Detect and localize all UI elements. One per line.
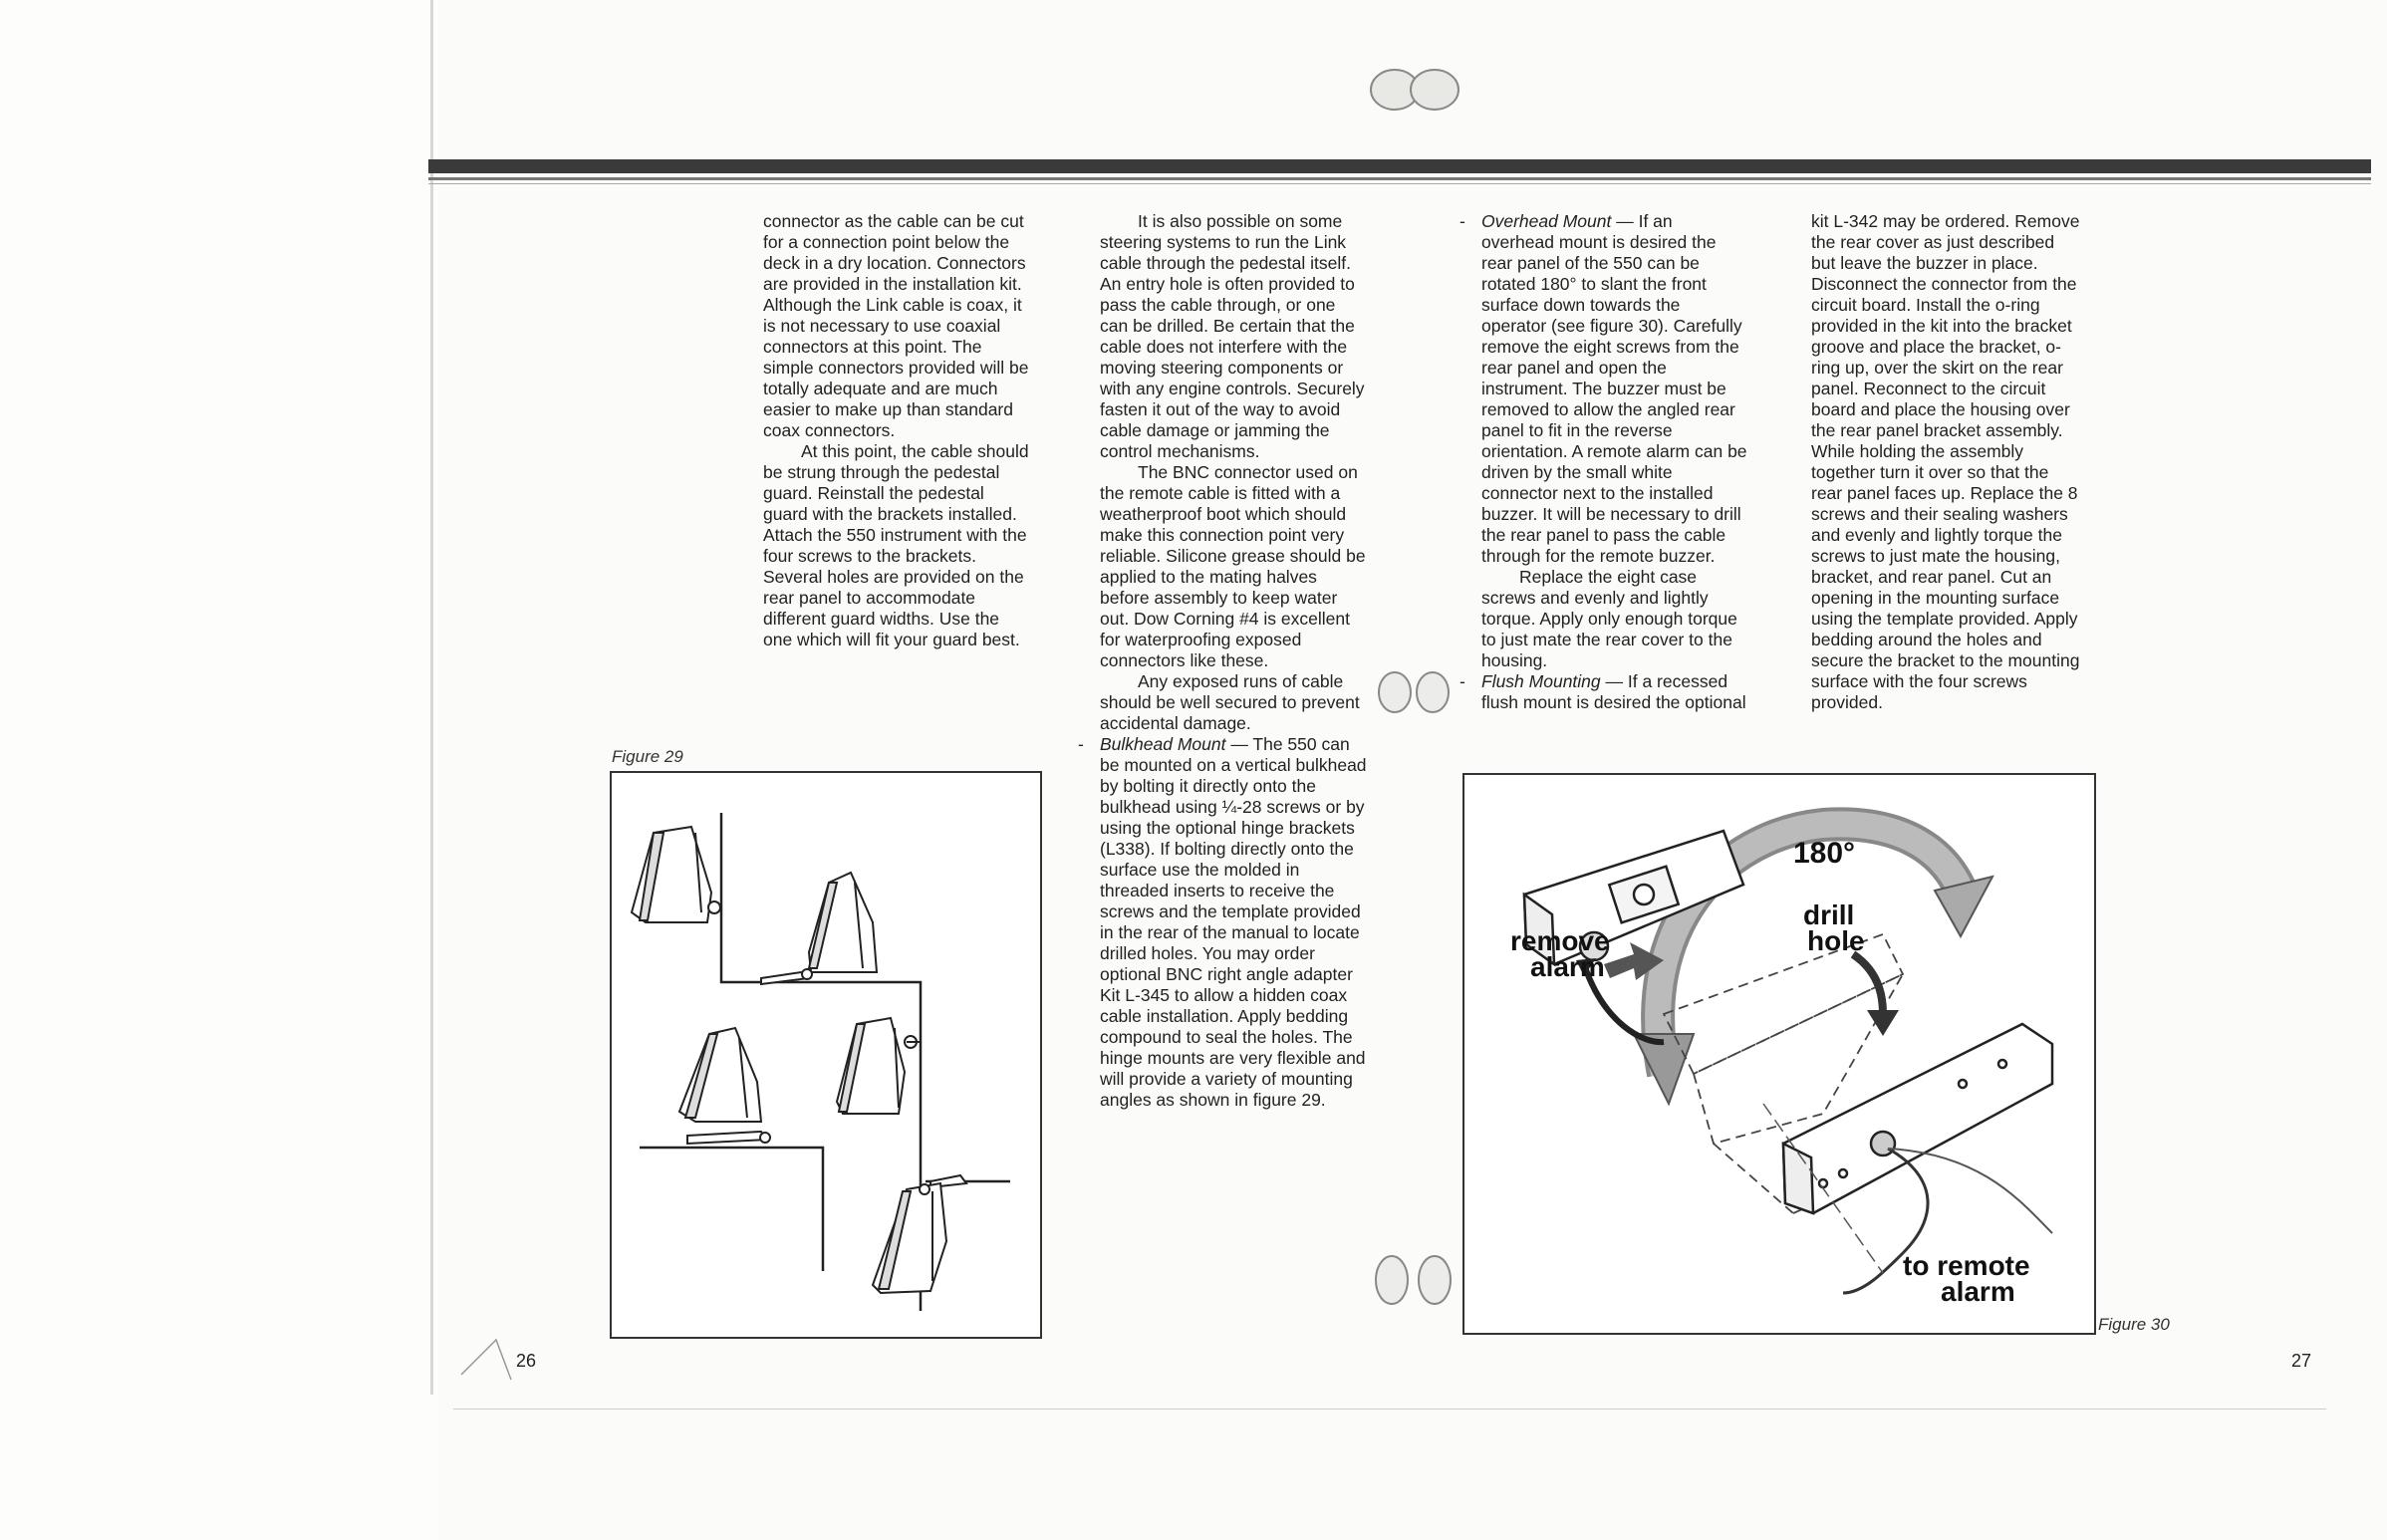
label-remote-1: to remote: [1903, 1250, 2030, 1281]
mount-example-1: [632, 827, 720, 922]
overhead-mount-item: [1459, 211, 1748, 567]
corner-fold-mark: [456, 1335, 516, 1385]
paragraph: It is also possible on some steering systems to run the Link cable through the pedestal itself. An entry hole is often provided to pass the cable through, or one can be drilled. Be certain that the cable does not interfere with the moving steering components or with any engine controls. Securely fasten it out of the way to avoid cable damage or jamming the control mechanisms.: [1100, 211, 1365, 461]
bulkhead-mount-title: Bulkhead Mount: [1100, 734, 1226, 754]
paragraph: Any exposed runs of cable should be well secured to prevent accidental damage.: [1100, 671, 1360, 733]
binder-hole-top: [1365, 60, 1464, 120]
paragraph: The BNC connector used on the remote cable is fitted with a weatherproof boot which should make this connection point very reliable. Silicone grease should be applied to the mating halves before assembly to keep water out. Dow Corning #4 is excellent for waterproofing exposed connectors like these.: [1100, 462, 1366, 670]
right-column-2: [1811, 211, 2080, 713]
bulkhead-mount-text: — The 550 can be mounted on a vertical bulkhead by bolting it directly onto the bulkhead using ¼-28 screws or by using the optional hinge brackets (L338). If bolting directly onto the surface use the molded in threaded inserts to receive the screws and the template provided in the rear of the manual to locate drilled holes. You may order optional BNC right angle adapter Kit L-345 to allow a hidden coax cable installation. Apply bedding compound to seal the holes. The hinge mounts are very flexible and will provide a variety of mounting angles as shown in figure 29.: [1100, 734, 1367, 1110]
mount-example-5: [873, 1175, 966, 1293]
list-dash: -: [1078, 734, 1084, 754]
paragraph: kit L-342 may be ordered. Remove the rear cover as just described but leave the buzzer in place. Disconnect the connector from the circuit board. Install the o-ring provided in the kit into the bracket groove and place the bracket, o-ring up, over the skirt on the rear panel. Reconnect to the circuit board and place the housing over the rear panel bracket assembly. While holding the assembly together turn it over so that the rear panel faces up. Replace the 8 screws and their sealing washers and evenly and lightly torque the screws to just mate the housing, bracket, and rear panel. Cut an opening in the mounting surface using the template provided. Apply bedding around the holes and secure the bracket to the mounting surface with the four screws provided.: [1811, 211, 2080, 712]
header-rule-hairline: [428, 183, 2371, 184]
flush-mount-item: [1459, 671, 1748, 713]
flush-mount-title: Flush Mounting: [1481, 671, 1601, 691]
overhead-mount-illustration: [1464, 775, 2094, 1333]
flush-mount-text: — If a recessed flush mount is desired the optional: [1481, 671, 1746, 712]
list-dash: -: [1459, 671, 1465, 691]
header-rule-thin: [428, 177, 2371, 180]
left-column-2: [1078, 211, 1367, 1111]
page-number-left: 26: [516, 1351, 537, 1371]
overhead-mount-title: Overhead Mount: [1481, 211, 1612, 231]
label-remove-2: alarm: [1530, 951, 1605, 982]
rear-panel: [1783, 1024, 2052, 1213]
hinge-mount-illustration: [612, 773, 1040, 1337]
binding-edge: [430, 0, 433, 1395]
header-rule: [428, 159, 2371, 173]
left-column-1: [763, 211, 1032, 650]
mount-example-3: [679, 1028, 770, 1144]
list-dash: -: [1459, 211, 1465, 231]
figure-29-caption: Figure 29: [612, 747, 683, 766]
right-column-1: [1459, 211, 1748, 713]
paragraph: Replace the eight case screws and evenly and lightly torque. Apply only enough torque to just mate the rear cover to the housing.: [1481, 567, 1737, 670]
binder-hole-middle: [1375, 667, 1455, 717]
overhead-mount-text: — If an overhead mount is desired the rear panel of the 550 can be rotated 180° to slant the front surface down towards the operator (see figure 30). Carefully remove the eight screws from the rear panel and open the instrument. The buzzer must be removed to allow the angled rear panel to fit in the reverse orientation. A remote alarm can be driven by the small white connector next to the installed buzzer. It will be necessary to drill the rear panel to pass the cable through for the remote buzzer.: [1481, 211, 1747, 566]
drill-arrow: [1867, 1010, 1899, 1036]
page-gutter: [0, 0, 438, 1540]
paragraph: At this point, the cable should be strung through the pedestal guard. Reinstall the pedestal guard with the brackets installed. Attach the 550 instrument with the four screws to the brackets. Several holes are provided on the rear panel to accommodate different guard widths. Use the one which will fit your guard best.: [763, 441, 1029, 649]
paragraph: connector as the cable can be cut for a connection point below the deck in a dry location. Connectors are provided in the installation kit. Although the Link cable is coax, it is not necessary to use coaxial connectors at this point. The simple connectors provided will be totally adequate and are much easier to make up than standard coax connectors.: [763, 211, 1029, 440]
mount-example-4: [837, 1018, 921, 1114]
label-remote-2: alarm: [1941, 1276, 2015, 1307]
binder-hole-bottom: [1370, 1250, 1459, 1310]
figure-30-caption: Figure 30: [2098, 1315, 2170, 1334]
label-remove-1: remove: [1510, 925, 1610, 956]
page-number-right: 27: [2291, 1351, 2312, 1371]
label-drill-2: hole: [1807, 925, 1865, 956]
mount-example-2: [761, 873, 877, 984]
bulkhead-mount-item: [1078, 734, 1367, 1111]
figure-29: [610, 771, 1042, 1339]
footer-rule: [453, 1409, 2326, 1410]
label-drill-1: drill: [1803, 899, 1855, 930]
label-angle: 180°: [1793, 837, 1856, 870]
figure-30: [1462, 773, 2096, 1335]
